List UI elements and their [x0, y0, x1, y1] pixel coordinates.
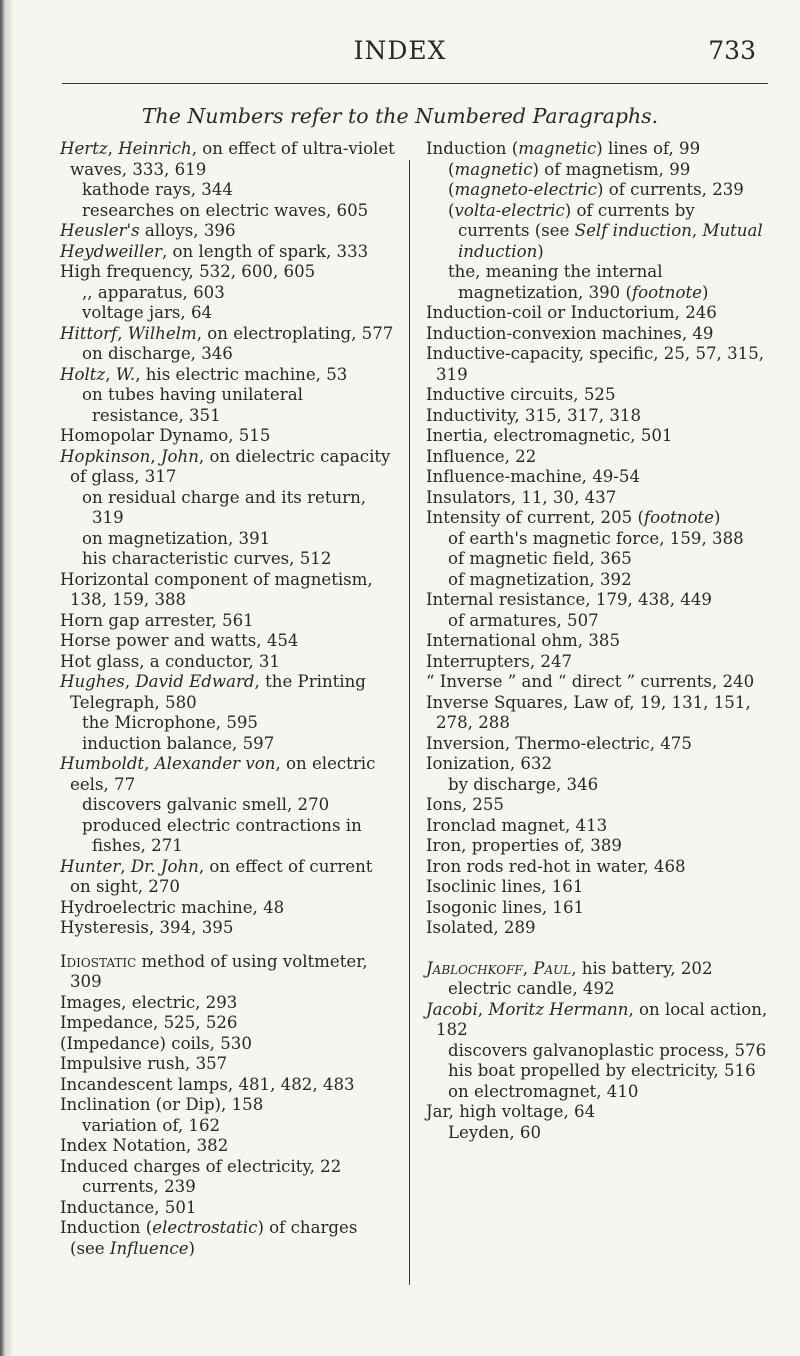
- index-subentry: kathode rays, 344: [82, 180, 233, 199]
- index-subentry: currents, 239: [82, 1177, 196, 1196]
- index-entry: Hertz, Heinrich, on effect of ultra-violet waves, 333, 619: [60, 139, 395, 179]
- page-header: [0, 36, 800, 76]
- index-entry: Hittorf, Wilhelm, on electroplating, 577: [60, 323, 394, 343]
- index-entry: Internal resistance, 179, 438, 449: [426, 590, 712, 609]
- index-subentry: induction balance, 597: [82, 733, 275, 753]
- index-entry: Inverse Squares, Law of, 19, 131, 151, 278, 288: [426, 692, 751, 732]
- index-subentry: on discharge, 346: [82, 344, 233, 363]
- index-entry: Hydroelectric machine, 48: [60, 897, 285, 917]
- index-entry: Isolated, 289: [426, 918, 536, 937]
- index-subentry: on magnetization, 391: [82, 528, 271, 548]
- index-entry: Hysteresis, 394, 395: [60, 918, 234, 937]
- index-entry: Holtz, W., his electric machine, 53: [60, 364, 348, 384]
- index-subentry: voltage jars, 64: [82, 303, 213, 322]
- index-entry: Index Notation, 382: [60, 1136, 229, 1155]
- index-entry: Homopolar Dynamo, 515: [60, 426, 271, 445]
- running-title: INDEX: [353, 36, 447, 65]
- index-entry: Influence, 22: [426, 446, 537, 466]
- index-entry: Hot glass, a conductor, 31: [60, 651, 280, 671]
- index-subentry: his boat propelled by electricity, 516: [448, 1061, 756, 1080]
- index-entry: Hunter, Dr. John, on effect of current on sight, 270: [60, 856, 373, 896]
- index-subentry: variation of, 162: [82, 1115, 221, 1135]
- index-entry: “ Inverse ” and “ direct ” currents, 240: [426, 672, 755, 691]
- index-entry: Induction (magnetic) lines of, 99: [426, 139, 701, 158]
- index-subentry: (volta-electric) of currents by currents (see Self induction, Mutual induction): [448, 200, 763, 261]
- index-subentry: of magnetic field, 365: [448, 549, 632, 568]
- index-subentry: researches on electric waves, 605: [82, 200, 369, 220]
- index-subentry: Leyden, 60: [448, 1122, 542, 1142]
- index-entry: Impulsive rush, 357: [60, 1054, 228, 1073]
- index-entry: Horse power and watts, 454: [60, 631, 299, 650]
- index-entry: High frequency, 532, 600, 605: [60, 262, 316, 281]
- index-subentry: electric candle, 492: [448, 979, 615, 998]
- index-entry: Idiostatic method of using voltmeter, 309: [60, 951, 368, 991]
- index-entry: Jacobi, Moritz Hermann, on local action, 182: [426, 999, 768, 1039]
- index-entry: Jar, high voltage, 64: [426, 1102, 596, 1121]
- index-entry: Horn gap arrester, 561: [60, 610, 254, 630]
- page-binding-shadow: [0, 0, 12, 1356]
- index-subentry: of earth's magnetic force, 159, 388: [448, 528, 744, 548]
- index-entry: Induction-convexion machines, 49: [426, 323, 714, 343]
- index-entry: Hughes, David Edward, the Printing Telegraph, 580: [60, 672, 366, 712]
- index-subentry: of armatures, 507: [448, 610, 599, 630]
- index-subentry: by discharge, 346: [448, 774, 599, 794]
- index-entry: International ohm, 385: [426, 631, 621, 650]
- index-subentry: his characteristic curves, 512: [82, 549, 332, 568]
- index-entry: Impedance, 525, 526: [60, 1013, 238, 1032]
- index-subentry: ,, apparatus, 603: [82, 282, 225, 302]
- index-entry: Intensity of current, 205 (footnote): [426, 508, 721, 527]
- index-entry: Insulators, 11, 30, 437: [426, 487, 617, 507]
- index-entry: Inertia, electromagnetic, 501: [426, 426, 673, 445]
- index-subentry: produced electric contractions in fishes, 271: [82, 815, 362, 855]
- index-subentry: on electromagnet, 410: [448, 1081, 639, 1101]
- index-entry: Iron rods red-hot in water, 468: [426, 856, 686, 876]
- index-entry: Heusler's alloys, 396: [60, 221, 236, 240]
- index-subtitle: The Numbers refer to the Numbered Paragraphs.: [141, 104, 659, 128]
- index-entry: Ionization, 632: [426, 754, 553, 773]
- index-entry: Heydweiller, on length of spark, 333: [60, 241, 369, 261]
- index-entry: Inductance, 501: [60, 1197, 197, 1217]
- index-column-right: [426, 139, 771, 1143]
- index-entry: Inductivity, 315, 317, 318: [426, 405, 642, 425]
- index-subentry: on tubes having unilateral resistance, 351: [82, 385, 303, 425]
- index-entry: Horizontal component of magnetism, 138, 159, 388: [60, 569, 373, 609]
- index-entry: Induced charges of electricity, 22: [60, 1156, 342, 1176]
- index-entry: Humboldt, Alexander von, on electric eels, 77: [60, 754, 376, 794]
- index-entry: Incandescent lamps, 481, 482, 483: [60, 1074, 355, 1094]
- index-entry: Iron, properties of, 389: [426, 836, 622, 855]
- index-entry: Images, electric, 293: [60, 992, 238, 1012]
- index-entry: (Impedance) coils, 530: [60, 1033, 252, 1053]
- index-entry: Ironclad magnet, 413: [426, 815, 608, 835]
- index-entry: Induction-coil or Inductorium, 246: [426, 303, 717, 322]
- index-entry: Interrupters, 247: [426, 651, 573, 671]
- index-entry: Isogonic lines, 161: [426, 897, 585, 917]
- index-column-left: [60, 139, 396, 1259]
- index-subentry: discovers galvanic smell, 270: [82, 795, 330, 814]
- index-entry: Inductive-capacity, specific, 25, 57, 315, 319: [426, 344, 765, 384]
- index-subentry: the, meaning the internal magnetization, 390 (footnote): [448, 262, 709, 302]
- index-subentry: the Microphone, 595: [82, 713, 258, 732]
- index-entry: Inclination (or Dip), 158: [60, 1095, 264, 1114]
- index-subentry: (magnetic) of magnetism, 99: [448, 159, 691, 179]
- index-entry: Influence-machine, 49-54: [426, 467, 641, 486]
- index-entry: Isoclinic lines, 161: [426, 877, 584, 896]
- index-entry: Hopkinson, John, on dielectric capacity of glass, 317: [60, 446, 391, 486]
- index-subentry: discovers galvanoplastic process, 576: [448, 1040, 767, 1060]
- index-entry: Inversion, Thermo-electric, 475: [426, 733, 692, 753]
- index-entry: Induction (electrostatic) of charges (see Influence): [60, 1218, 358, 1258]
- header-rule: [62, 83, 768, 84]
- index-subentry: on residual charge and its return, 319: [82, 487, 367, 527]
- index-entry: Inductive circuits, 525: [426, 385, 616, 404]
- index-subentry: of magnetization, 392: [448, 569, 632, 589]
- column-divider: [409, 160, 410, 1285]
- index-entry: Ions, 255: [426, 795, 504, 814]
- index-entry: Jablochkoff, Paul, his battery, 202: [426, 958, 713, 978]
- index-subentry: (magneto-electric) of currents, 239: [448, 180, 744, 199]
- page-number: 733: [708, 36, 756, 65]
